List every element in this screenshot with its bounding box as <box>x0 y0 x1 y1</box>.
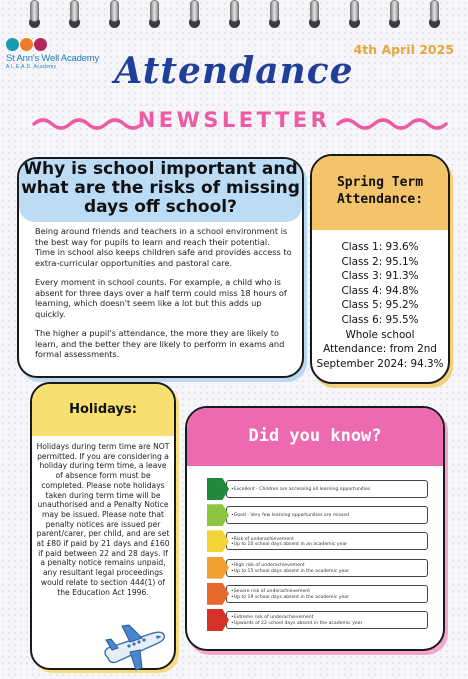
class-attendance: Class 6: 95.5% <box>341 313 419 326</box>
class-attendance: Class 4: 94.8% <box>341 284 419 297</box>
binding-ring <box>70 0 79 22</box>
spring-heading <box>312 156 448 230</box>
why-heading: Why is school important and what are the risks of missing days off school? <box>19 159 302 222</box>
level-text-line1: •High risk of underachievement <box>231 562 305 568</box>
attendance-level-row <box>207 609 429 631</box>
level-text-line1: •Extreme risk of underachievement <box>231 615 314 621</box>
did-you-know-card <box>185 406 445 651</box>
class-attendance: Class 2: 95.1% <box>341 255 419 268</box>
class-attendance: Class 5: 95.2% <box>341 299 419 312</box>
why-paragraph: The higher a pupil's attendance, the more they are likely to learn, and the better they are likely to perform in exams and formal assessments. <box>35 328 285 359</box>
airplane-icon <box>100 622 170 674</box>
attendance-level-row <box>207 530 429 552</box>
binding-ring <box>310 0 319 22</box>
spiral-binding <box>0 0 468 24</box>
level-text-line1: •Excellent - Children are accessing all learning opportunities <box>231 487 371 493</box>
binding-ring <box>350 0 359 22</box>
spring-heading-line2: Attendance: <box>336 192 424 207</box>
level-description <box>226 480 428 498</box>
binding-ring <box>390 0 399 22</box>
binding-ring <box>190 0 199 22</box>
school-name: St Ann's Well Academy <box>6 53 100 64</box>
binding-ring <box>150 0 159 22</box>
level-description <box>226 532 428 550</box>
why-paragraph: Being around friends and teachers in a school environment is the best way for pupils to learn and reach their potential. Time in school also keeps children safe and provides access to extra-curricular opportunities and pastoral care. <box>35 226 292 268</box>
class-attendance: Class 3: 91.3% <box>341 270 419 283</box>
newsletter-heading: NEWSLETTER <box>137 108 331 132</box>
did-you-know-heading: Did you know? <box>187 408 443 466</box>
binding-ring <box>230 0 239 22</box>
level-text-line2: •Up to 15 school days absent in the academic year <box>231 568 349 574</box>
level-description <box>226 585 428 603</box>
spring-body <box>312 230 448 371</box>
attendance-level-row <box>207 557 429 579</box>
why-paragraph: Every moment in school counts. For example, a child who is absent for three days over a half term could miss 18 hours of learning, which doesn't seem like a lot but this adds up quickly. <box>35 277 287 319</box>
why-school-important-card <box>17 157 304 378</box>
binding-ring <box>270 0 279 22</box>
attendance-levels-list <box>207 478 429 635</box>
why-body <box>19 222 302 360</box>
level-text-line2: •Upwards of 22 school days absent in the academic year <box>231 620 363 626</box>
class-attendance: Class 1: 93.6% <box>341 241 419 253</box>
holidays-heading: Holidays: <box>32 384 174 436</box>
right-wave-decoration <box>336 116 448 132</box>
level-description <box>226 611 428 629</box>
attendance-level-row <box>207 583 429 605</box>
level-text-line1: •Risk of underachievement <box>231 536 294 542</box>
newsletter-date: 4th April 2025 <box>353 42 454 57</box>
level-text-line2: •Up to 19 school days absent in the academic year <box>231 594 349 600</box>
whole-school-attendance: Whole school Attendance: from 2nd September 2024: 94.3% <box>316 328 444 370</box>
level-text-line1: •Good - Very few learning opportunities are missed <box>231 513 350 519</box>
spring-heading-line1: Spring Term <box>336 175 424 190</box>
school-subtitle: A L.E.A.D. Academy <box>6 64 57 70</box>
page-title: Attendance <box>114 50 354 92</box>
binding-ring <box>110 0 119 22</box>
level-text-line1: •Severe risk of underachievement <box>231 589 311 595</box>
attendance-level-row <box>207 478 429 500</box>
holidays-body: Holidays during term time are NOT permitted. If you are considering a holiday during term time, a leave of absence form must be completed. Please note holidays taken during term time will be unauthorised and a Penalty Notice may be issued. Please note that penalty notices are issued per parent/carer, per child, and are set at £80 if paid by 21 days and £160 if paid between 22 and 28 days. If a penalty notice remains unpaid, any resultant legal proceedings would relate to section 444(1) of the Education Act 1996. <box>36 442 170 597</box>
spring-term-attendance-card <box>310 154 450 384</box>
binding-ring <box>30 0 39 22</box>
level-description <box>226 506 428 524</box>
binding-ring <box>430 0 439 22</box>
attendance-level-row <box>207 504 429 526</box>
level-description <box>226 559 428 577</box>
level-text-line2: •Up to 10 school days absent in an academic year <box>231 542 348 548</box>
